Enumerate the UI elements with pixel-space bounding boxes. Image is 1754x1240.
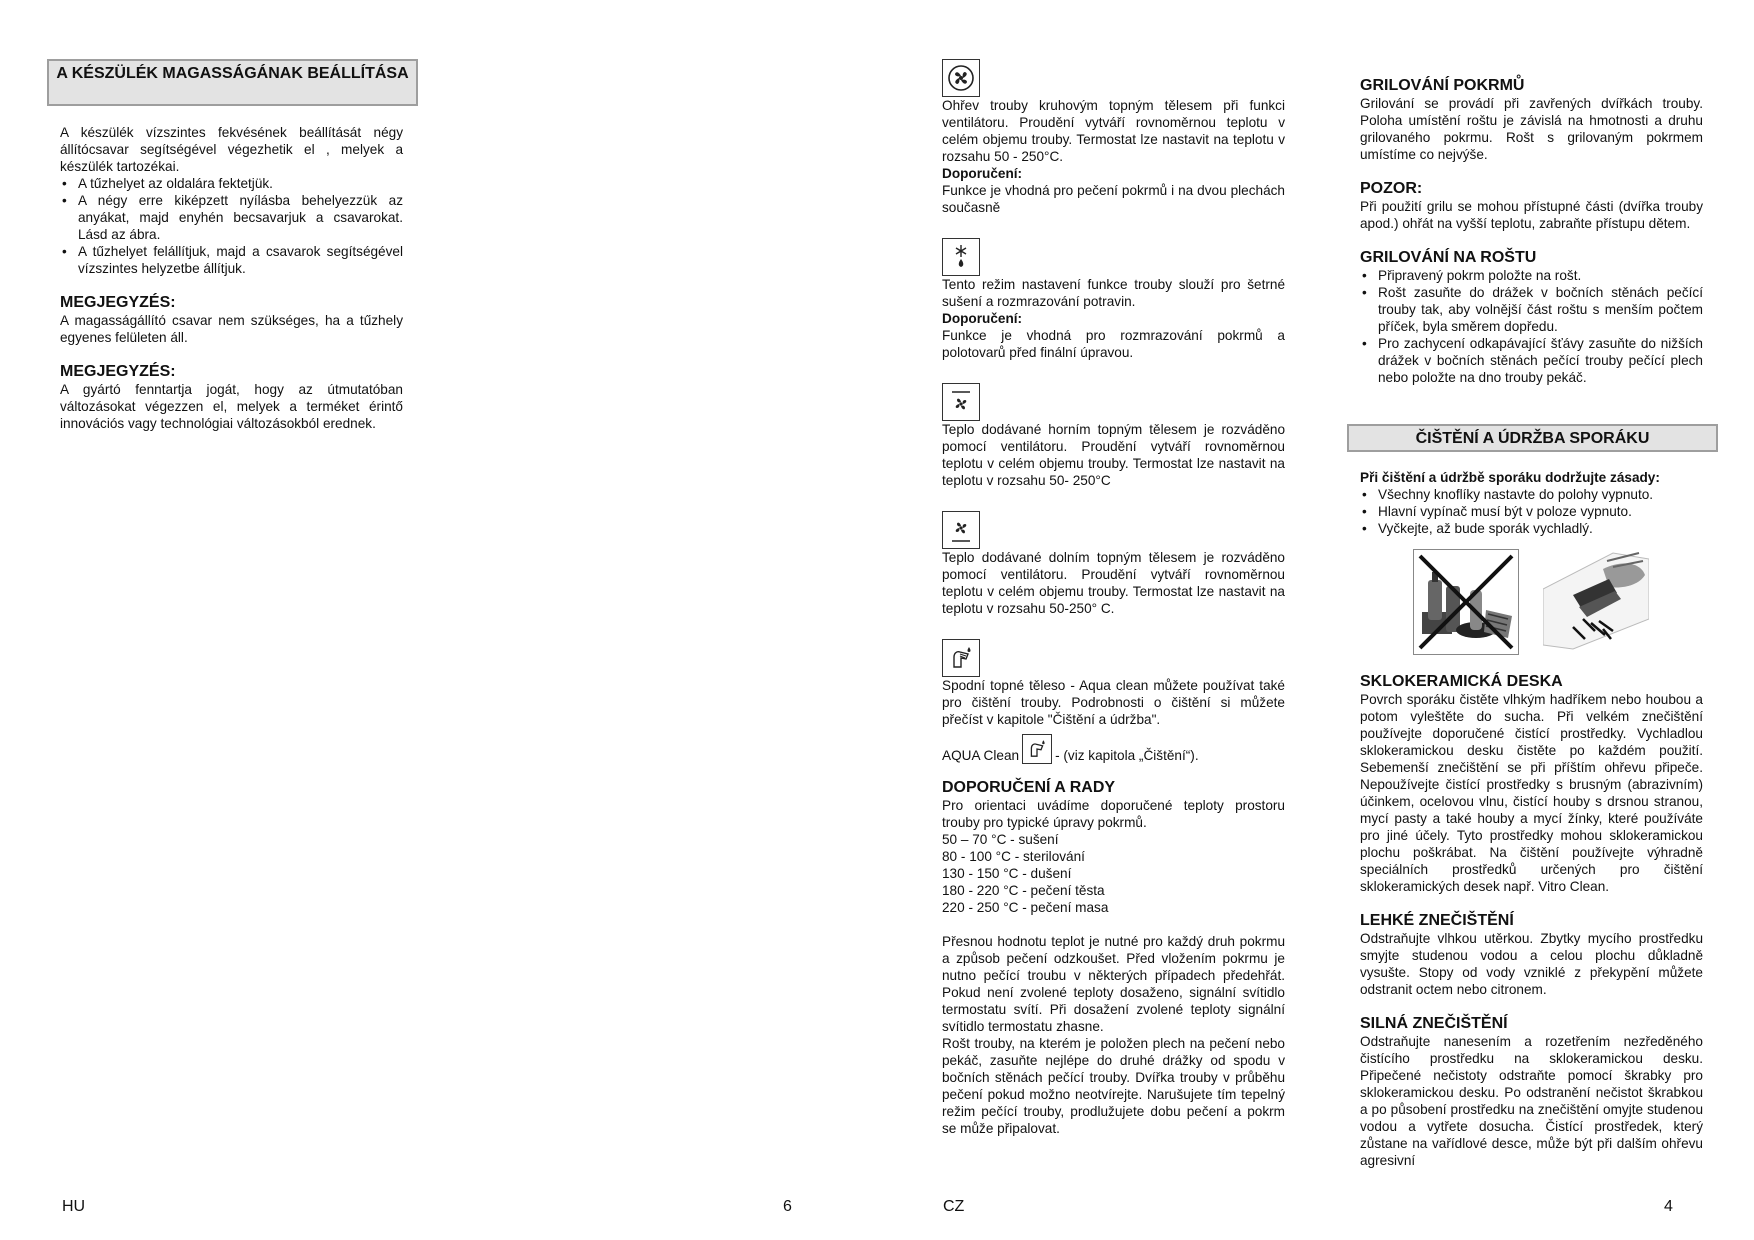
- fan-circle-text: Ohřev trouby kruhovým topným tělesem při funkci ventilátoru. Proudění vytváří rovnoměrnou teplotu v celém objemu trouby. Termostat lze nastavit na teplotu v rozsahu 50 - 250°C.: [942, 98, 1285, 164]
- grill-heading: GRILOVÁNÍ POKRMŮ: [1360, 77, 1525, 94]
- aqua-clean-icon: [942, 639, 980, 677]
- cz-right-column: [1360, 76, 1703, 386]
- hu-section-title-box: [47, 59, 418, 106]
- list-item: 220 - 250 °C - pečení masa: [942, 900, 1109, 915]
- hu-note2-text: A gyártó fenntartja jogát, hogy az útmutatóban változásokat végezzen el, melyek a terméket érintő innovációs vagy technológiai változásokból erednek.: [60, 382, 403, 431]
- cleaning-rules-heading: Při čištění a údržbě sporáku dodržujte zásady:: [1360, 470, 1660, 485]
- aqua-label: AQUA Clean: [942, 748, 1020, 763]
- heavy-text: Odstraňujte nanesením a rozetřením nezředěného čistícího prostředku na sklokeramickou desku. Připečené nečistoty odstraňte pomocí škrabky pro sklokeramickou desku. Po odstranění nečistot škrabkou a po působení prostředku na znečištění omyjte studenou vodou a vytřete dosucha. Čistící prostředek, který zůstane na vařídlové desce, může být při dalším ohřevu agresivní: [1360, 1034, 1703, 1168]
- hu-footer-lang: HU: [62, 1198, 86, 1215]
- rack-heading: GRILOVÁNÍ NA ROŠTU: [1360, 249, 1537, 266]
- top-heat-fan-icon: [942, 383, 980, 421]
- light-heading: LEHKÉ ZNEČIŠTĚNÍ: [1360, 912, 1514, 929]
- list-item: • Pro zachycení odkapávající šťávy zasuňte do nižších drážek v bočních stěnách pečící trouby pečící plech nebo položte na dno trouby pekáč.: [1360, 335, 1703, 386]
- list-item: • Vyčkejte, až bude sporák vychladlý.: [1360, 520, 1703, 537]
- fan-circle-rec-label: Doporučení:: [942, 166, 1023, 181]
- heavy-heading: SILNÁ ZNEČIŠTĚNÍ: [1360, 1015, 1508, 1032]
- hu-footer-page: 6: [783, 1198, 792, 1215]
- advice-paragraph-1: Přesnou hodnotu teplot je nutné pro každý druh pokrmu a způsob pečení odzkoušet. Před vložením pokrmu je nutno pečící troubu v některých případech předehřát. Pokud není zvolené teploty dosaženo, signální svítidlo termostatu svítí. Při dosažení zvolené teploty signální svítidlo termostatu zhasne.: [942, 934, 1285, 1034]
- list-item: • Všechny knoflíky nastavte do polohy vypnuto.: [1360, 486, 1703, 503]
- cleaning-title-box: [1347, 424, 1718, 452]
- light-text: Odstraňujte vlhkou utěrkou. Zbytky mycího prostředku smyjte studenou vodou a celou plochu důkladně vysušte. Stopy od vody vzniklé z překypění můžete odstranit octem nebo citronem.: [1360, 931, 1703, 997]
- cleaning-bullet-list: [1360, 486, 1703, 537]
- aqua-line: [942, 734, 1285, 764]
- aqua-ref: - (viz kapitola „Čištění“).: [1055, 748, 1199, 763]
- glass-heading: SKLOKERAMICKÁ DESKA: [1360, 673, 1563, 690]
- list-item: 130 - 150 °C - dušení: [942, 866, 1072, 881]
- scraper-illustration: [1543, 549, 1649, 655]
- list-item: • A tűzhelyet az oldalára fektetjük.: [60, 175, 403, 192]
- glass-text: Povrch sporáku čistěte vlhkým hadříkem nebo houbou a potom vyleštěte do sucha. Při velkém znečištění používejte doporučené čistící prostředky. Vychladlou sklokeramickou desku čistěte po každém použití. Sebemenší znečištění se při příštím ohřevu připeče. Nepoužívejte čistící prostředky s brusným (abrazivním) účinkem, ocelovou vlnu, čistící houby s drsnou stranou, mycí pasty a také houby a mycí žínky, které používáte pro jiné účely. Tyto prostředky mohou sklokeramickou plochu poškrábat. Na čištění používejte výhradně speciálních prostředků určených pro čištění sklokeramických desek např. Vitro Clean.: [1360, 692, 1703, 894]
- defrost-text: Tento režim nastavení funkce trouby slouží pro šetrné sušení a rozmrazování potravin.: [942, 277, 1285, 309]
- advice-intro: Pro orientaci uvádíme doporučené teploty prostoru trouby pro typické úpravy pokrmů.: [942, 798, 1285, 830]
- no-abrasives-illustration: [1413, 549, 1519, 655]
- hu-note1-heading: MEGJEGYZÉS:: [60, 294, 176, 311]
- hu-note1-text: A magasságállító csavar nem szükséges, ha a tűzhely egyenes felületen áll.: [60, 313, 403, 345]
- defrost-mode-icon: [942, 238, 980, 276]
- cz-right-cleaning: [1360, 469, 1703, 537]
- cz-footer-page: 4: [1664, 1198, 1673, 1215]
- caution-heading: POZOR:: [1360, 180, 1423, 197]
- list-item: 180 - 220 °C - pečení těsta: [942, 883, 1105, 898]
- hu-section-title: A KÉSZÜLÉK MAGASSÁGÁNAK BEÁLLÍTÁSA: [56, 65, 409, 82]
- list-item: • Připravený pokrm položte na rošt.: [1360, 267, 1703, 284]
- temperature-list: [942, 831, 1285, 916]
- hu-note2-heading: MEGJEGYZÉS:: [60, 363, 176, 380]
- list-item: 50 – 70 °C - sušení: [942, 832, 1059, 847]
- defrost-rec-text: Funkce je vhodná pro rozmrazování pokrmů a polotovarů před finální úpravou.: [942, 328, 1285, 360]
- hu-intro: A készülék vízszintes fekvésének beállítását négy állítócsavar segítségével végezhetik el , melyek a készülék tartozékai.: [60, 125, 403, 174]
- defrost-rec-label: Doporučení:: [942, 311, 1023, 326]
- list-item: • Hlavní vypínač musí být v poloze vypnuto.: [1360, 503, 1703, 520]
- advice-heading: DOPORUČENÍ A RADY: [942, 779, 1116, 796]
- hu-column: [60, 124, 403, 432]
- aqua-text: Spodní topné těleso - Aqua clean můžete používat také pro čištění trouby. Podrobnosti o čištění si můžete přečíst v kapitole "Čištění a údržba".: [942, 678, 1285, 727]
- cz-footer-lang: CZ: [943, 1198, 965, 1215]
- list-item: • A négy erre kiképzett nyílásba behelyezzük az anyákat, majd enyhén becsavarjuk a csavarokat. Lásd az ábra.: [60, 192, 403, 243]
- bottom-fan-text: Teplo dodávané dolním topným tělesem je rozváděno pomocí ventilátoru. Proudění vytváří rovnoměrnou teplotu v celém objemu trouby. Termostat lze nastavit na teplotu v rozsahu 50-250° C.: [942, 550, 1285, 616]
- rack-bullet-list: [1360, 267, 1703, 386]
- cleaning-title: ČIŠTĚNÍ A ÚDRŽBA SPORÁKU: [1415, 430, 1650, 447]
- cz-mid-column: [942, 59, 1285, 1137]
- aqua-clean-small-icon: [1022, 734, 1052, 764]
- advice-paragraph-2: Rošt trouby, na kterém je položen plech na pečení nebo pekáč, zasuňte nejlépe do druhé drážky od spodu v bočních stěnách pečící trouby. Dvířka trouby v průběhu pečení pokud možno neotvírejte. Narušujete tím tepelný režim pečící trouby, prodlužujete dobu pečení a pokrm se může připalovat.: [942, 1036, 1285, 1136]
- grill-text: Grilování se provádí při zavřených dvířkách trouby. Poloha umístění roštu je závislá na hmotnosti a druhu grilovaného pokrmu. Rošt s grilovaným pokrmem umístíme co nejvýše.: [1360, 96, 1703, 162]
- fan-circle-rec-text: Funkce je vhodná pro pečení pokrmů i na dvou plechách současně: [942, 183, 1285, 215]
- cz-right-lower: [1360, 672, 1703, 1169]
- caution-text: Při použití grilu se mohou přístupné části (dvířka trouby apod.) ohřát na vyšší teplotu, zabraňte přístupu dětem.: [1360, 199, 1703, 231]
- top-fan-text: Teplo dodávané horním topným tělesem je rozváděno pomocí ventilátoru. Proudění vytváří rovnoměrnou teplotu v celém objemu trouby. Termostat lze nastavit na teplotu v rozsahu 50- 250°C: [942, 422, 1285, 488]
- list-item: • A tűzhelyet felállítjuk, majd a csavarok segítségével vízszintes helyzetbe állítjuk.: [60, 243, 403, 277]
- list-item: • Rošt zasuňte do drážek v bočních stěnách pečící trouby tak, aby volnější část roštu s menším počtem příček, byla směrem dopředu.: [1360, 284, 1703, 335]
- bottom-heat-fan-icon: [942, 511, 980, 549]
- list-item: 80 - 100 °C - sterilování: [942, 849, 1085, 864]
- fan-circle-mode-icon: [942, 59, 980, 97]
- hu-bullet-list: [60, 175, 403, 277]
